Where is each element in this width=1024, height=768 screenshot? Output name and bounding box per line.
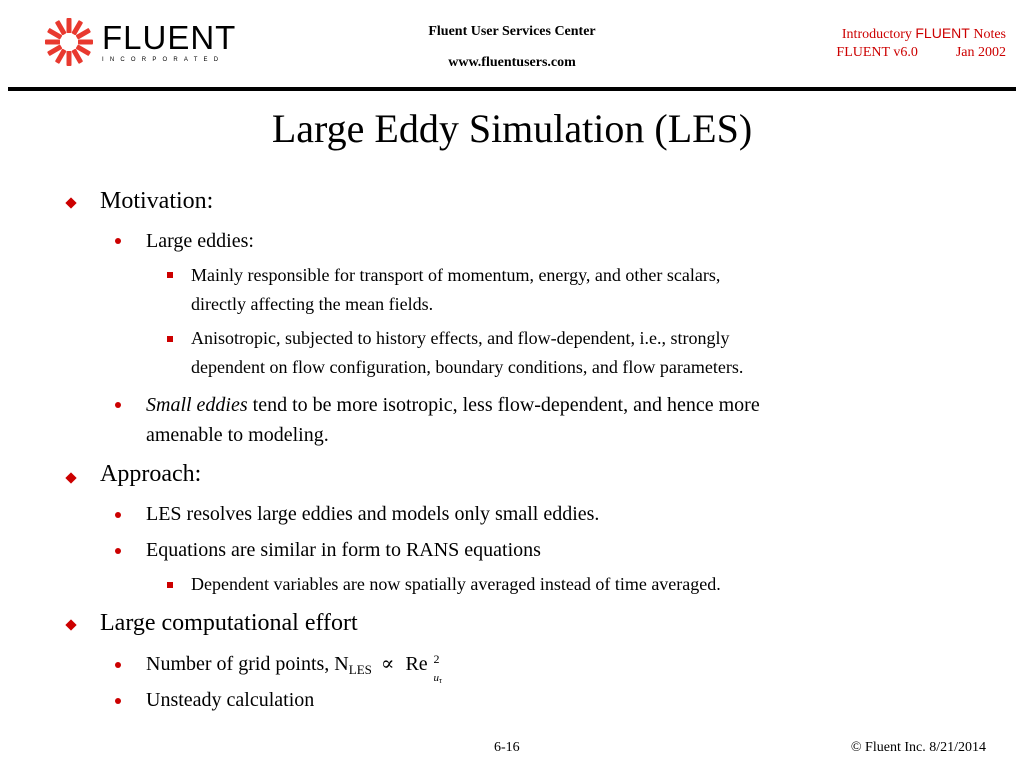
reynolds-formula: Re 2 uτ xyxy=(405,652,442,685)
logo-subtitle: INCORPORATED xyxy=(102,57,225,63)
header-divider xyxy=(8,87,1016,91)
header-right xyxy=(836,24,1006,62)
proportional-symbol: ∝ xyxy=(380,653,395,675)
slide-title: Large Eddy Simulation (LES) xyxy=(271,106,753,151)
page-number: 6-16 xyxy=(494,740,520,755)
notes-label: Introductory FLUENT Notes xyxy=(841,25,1006,42)
dot-bullet-icon xyxy=(115,402,121,408)
bullet-small-eddies-line2: amenable to modeling. xyxy=(146,424,329,446)
copyright: © Fluent Inc. 8/21/2014 xyxy=(850,740,986,755)
dot-bullet-icon xyxy=(115,548,121,554)
bullet-large-eddies: Large eddies: xyxy=(146,230,254,252)
bullet-dependent-variables: Dependent variables are now spatially averaged instead of time averaged. xyxy=(191,574,721,594)
bullet-approach: Approach: xyxy=(100,461,202,487)
dot-bullet-icon xyxy=(115,698,121,704)
diamond-bullet-icon xyxy=(65,197,76,208)
logo-wordmark: FLUENT xyxy=(102,19,237,56)
services-center-label: Fluent User Services Center xyxy=(428,24,596,39)
header-center xyxy=(380,24,644,71)
dot-bullet-icon xyxy=(115,238,121,244)
bullet-unsteady: Unsteady calculation xyxy=(146,689,315,711)
version-date xyxy=(836,44,1006,62)
bullet-equations: Equations are similar in form to RANS equations xyxy=(146,539,541,561)
bullet-grid-points: Number of grid points, $N_{LES} \propto Re$ 2 uτ xyxy=(146,649,428,685)
square-bullet-icon xyxy=(167,336,173,342)
bullet-aniso-line2: dependent on flow configuration, boundary conditions, and flow parameters. xyxy=(191,357,744,377)
bullet-mainly-line2: directly affecting the mean fields. xyxy=(191,294,434,314)
fluent-logo xyxy=(44,18,236,66)
bullet-computational-effort: Large computational effort xyxy=(100,610,358,636)
diamond-bullet-icon xyxy=(65,619,76,630)
bullet-motivation: Motivation: xyxy=(100,188,214,214)
date-label: Jan 2002 xyxy=(955,45,1006,60)
square-bullet-icon xyxy=(167,272,173,278)
website-url: www.fluentusers.com xyxy=(448,55,576,70)
starburst-logo-icon xyxy=(44,17,94,67)
n-les-subscript: LES xyxy=(348,662,372,677)
square-bullet-icon xyxy=(167,582,173,588)
bullet-aniso-line1: Anisotropic, subjected to history effects, and flow-dependent, i.e., strongly xyxy=(191,328,730,348)
version-label: FLUENT v6.0 xyxy=(836,45,918,60)
dot-bullet-icon xyxy=(115,512,121,518)
bullet-les-resolves: LES resolves large eddies and models only small eddies. xyxy=(146,503,600,525)
bullet-mainly-line1: Mainly responsible for transport of momentum, energy, and other scalars, xyxy=(191,265,721,285)
diamond-bullet-icon xyxy=(65,472,76,483)
dot-bullet-icon xyxy=(115,662,121,668)
bullet-small-eddies-line1: Small eddies tend to be more isotropic, less flow-dependent, and hence more xyxy=(146,394,760,416)
